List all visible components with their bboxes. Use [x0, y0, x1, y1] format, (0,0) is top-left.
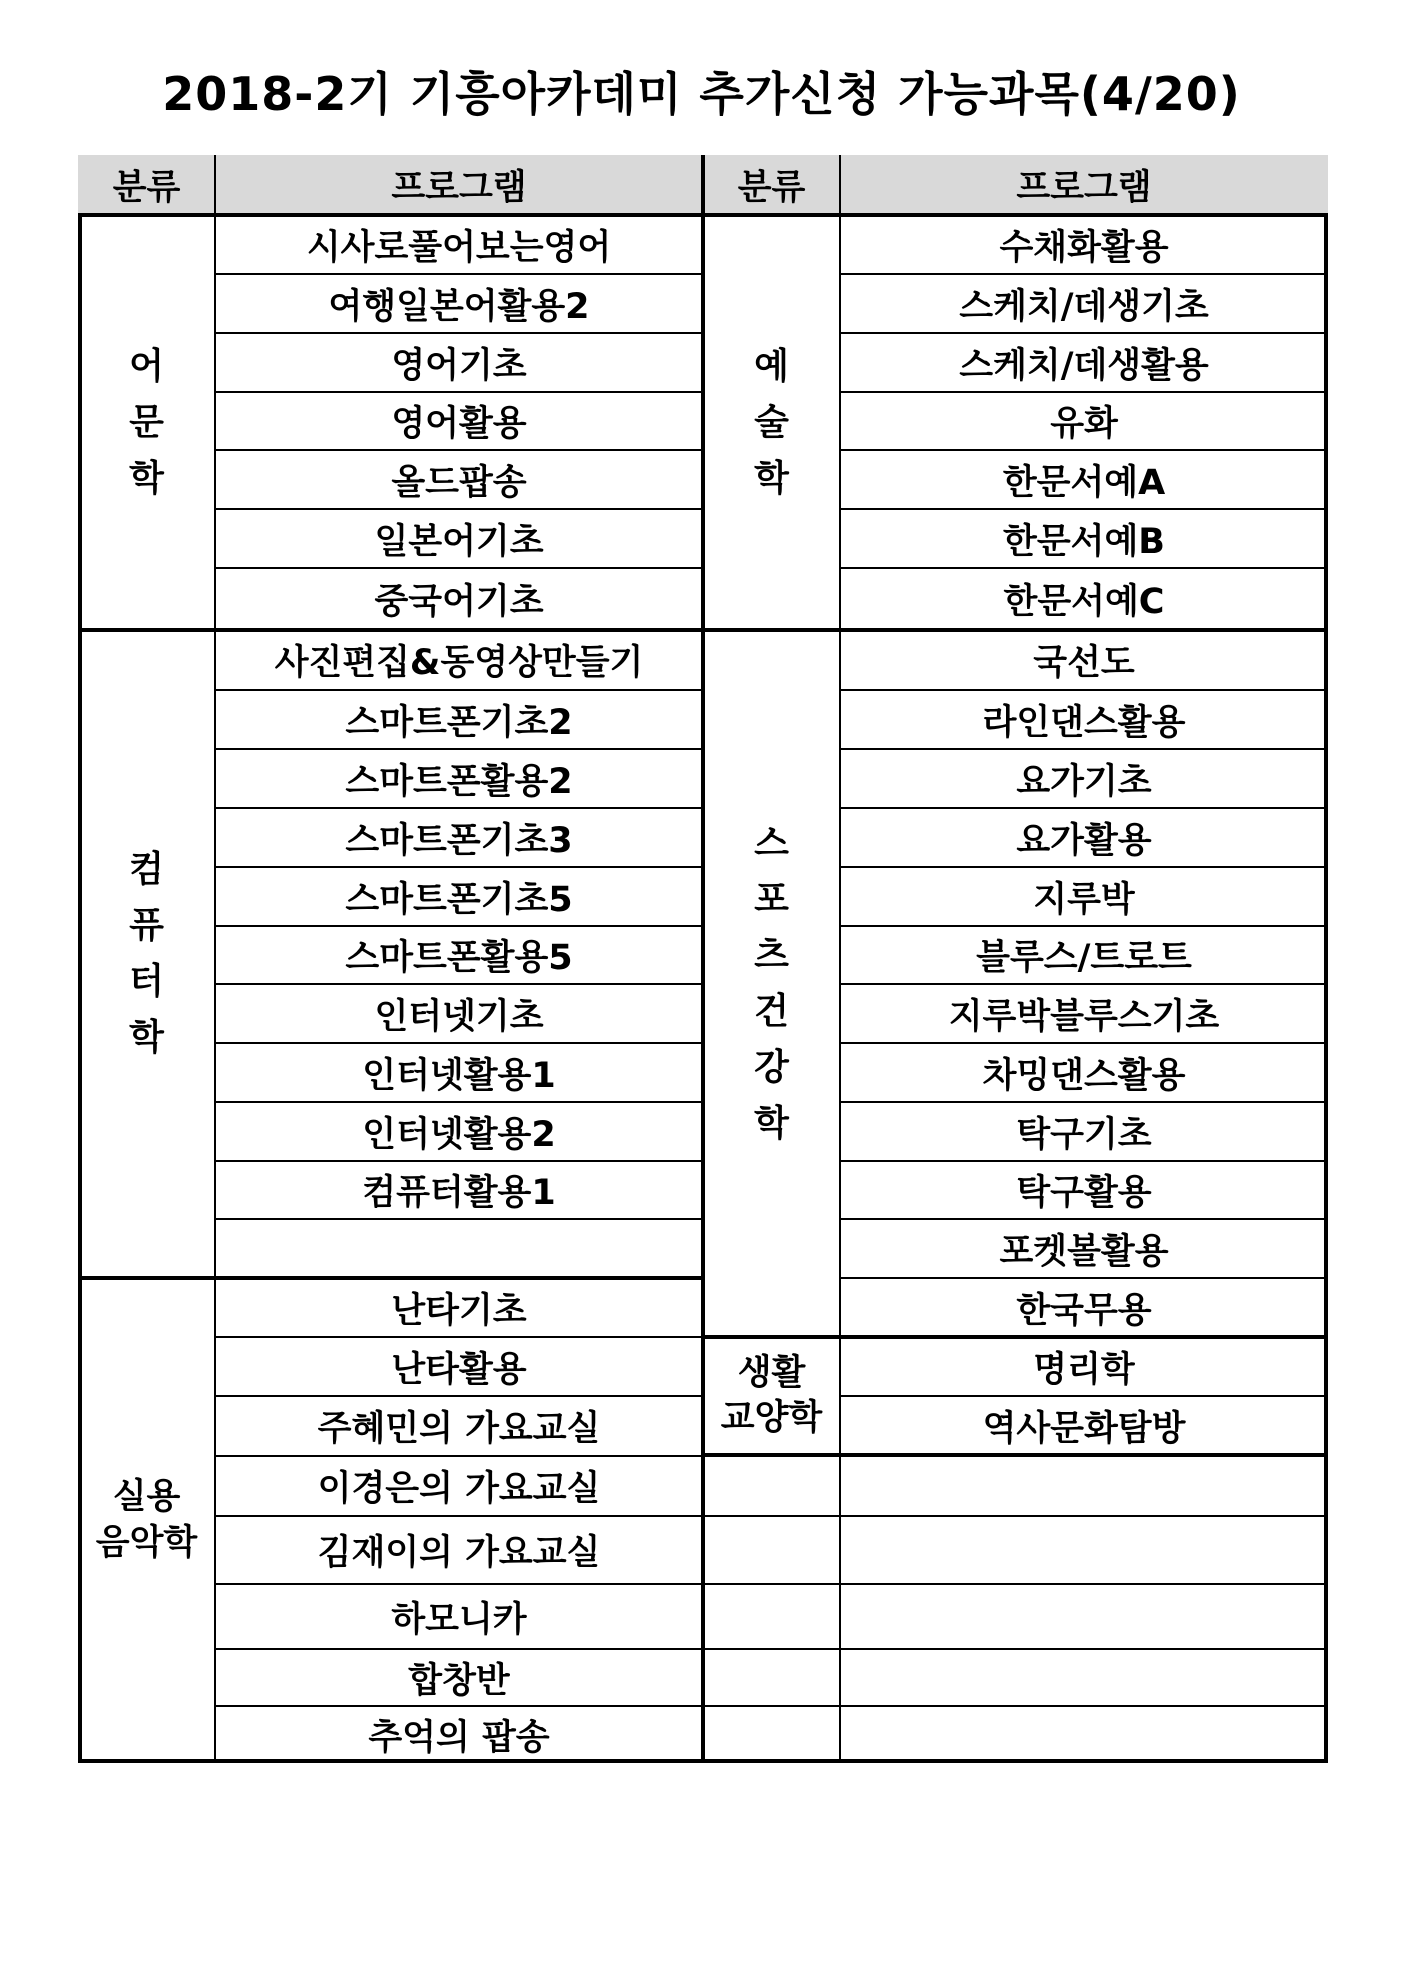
program-cell: 지루박	[1033, 879, 1135, 920]
category-label: 음악학	[95, 1522, 198, 1563]
program-cell: 차밍댄스활용	[982, 1055, 1186, 1096]
category-label-char: 학	[129, 457, 164, 499]
program-cell: 사진편집&동영상만들기	[274, 643, 644, 683]
program-cell: 난타기초	[391, 1290, 527, 1331]
program-cell: 한문서예A	[1002, 462, 1166, 503]
program-cell: 난타활용	[391, 1349, 527, 1390]
empty-program-cell	[215, 1219, 703, 1278]
program-cell: 명리학	[1033, 1349, 1135, 1390]
empty-program-cell	[840, 1455, 1328, 1516]
empty-program-cell	[840, 1706, 1328, 1763]
empty-category-cell	[703, 1455, 840, 1516]
category-cell	[703, 1337, 840, 1455]
program-cell: 인터넷활용1	[362, 1055, 556, 1096]
program-cell: 추억의 팝송	[368, 1717, 550, 1758]
course-table	[78, 155, 1328, 1763]
program-cell: 한문서예C	[1003, 582, 1165, 622]
program-cell: 스마트폰활용5	[345, 938, 573, 978]
program-cell: 시사로풀어보는영어	[306, 227, 612, 268]
category-cell	[703, 630, 840, 1337]
table-rule	[701, 155, 705, 1763]
program-cell: 스마트폰기초3	[345, 820, 573, 861]
category-label-char: 포	[754, 878, 789, 920]
program-cell: 요가기초	[1016, 761, 1152, 802]
empty-category-cell	[703, 1649, 840, 1706]
table-rule	[839, 155, 841, 1763]
category-cell	[78, 1278, 215, 1763]
program-cell: 영어활용	[391, 404, 527, 444]
program-cell: 여행일본어활용2	[328, 286, 590, 327]
table-rule	[703, 628, 1328, 632]
program-cell: 주혜민의 가요교실	[317, 1409, 601, 1449]
header-program-right: 프로그램	[840, 155, 1328, 215]
category-label-char: 터	[129, 961, 164, 1002]
program-cell: 국선도	[1033, 643, 1135, 683]
program-cell: 인터넷활용2	[362, 1114, 556, 1155]
category-cell	[78, 215, 215, 630]
program-cell: 스마트폰활용2	[345, 761, 573, 802]
category-label-char: 퓨	[129, 905, 164, 946]
category-label-char: 건	[754, 990, 789, 1032]
program-cell: 수채화활용	[999, 227, 1169, 268]
empty-program-cell	[840, 1649, 1328, 1706]
program-cell: 라인댄스활용	[982, 702, 1186, 743]
category-label-char: 학	[754, 457, 789, 499]
category-label-char: 술	[754, 401, 789, 443]
empty-program-cell	[840, 1584, 1328, 1649]
header-category-left: 분류	[78, 155, 215, 215]
category-label-char: 문	[129, 401, 164, 443]
empty-category-cell	[703, 1706, 840, 1763]
table-rule	[78, 628, 703, 632]
category-label: 교양학	[720, 1398, 823, 1438]
program-cell: 영어기초	[391, 345, 527, 386]
program-cell: 스케치/데생활용	[959, 345, 1209, 386]
program-cell: 스마트폰기초2	[345, 702, 573, 743]
category-cell	[703, 215, 840, 630]
program-cell: 한국무용	[1016, 1290, 1152, 1331]
program-cell: 중국어기초	[374, 582, 544, 622]
program-cell: 올드팝송	[391, 462, 527, 503]
program-cell: 김재이의 가요교실	[317, 1533, 601, 1573]
program-cell: 블루스/트로트	[976, 938, 1192, 978]
program-cell: 지루박블루스기초	[948, 996, 1220, 1037]
program-cell: 인터넷기초	[374, 996, 544, 1037]
program-cell: 유화	[1050, 404, 1118, 444]
program-cell: 포켓볼활용	[999, 1231, 1169, 1272]
program-cell: 이경은의 가요교실	[317, 1469, 601, 1509]
category-label-char: 학	[129, 1017, 164, 1058]
program-cell: 한문서예B	[1003, 521, 1165, 562]
header-program-left: 프로그램	[215, 155, 703, 215]
category-cell	[78, 630, 215, 1278]
program-cell: 탁구활용	[1016, 1173, 1152, 1213]
category-label-char: 학	[754, 1102, 789, 1144]
category-label-char: 스	[754, 822, 789, 864]
header-category-right: 분류	[703, 155, 840, 215]
program-cell: 요가활용	[1016, 820, 1152, 861]
program-cell: 합창반	[408, 1660, 510, 1701]
empty-category-cell	[703, 1584, 840, 1649]
table-rule	[703, 1453, 1328, 1457]
category-label-char: 어	[129, 345, 164, 387]
program-cell: 컴퓨터활용1	[362, 1173, 556, 1213]
empty-category-cell	[703, 1516, 840, 1584]
category-label: 실용	[112, 1477, 181, 1517]
program-cell: 하모니카	[391, 1599, 527, 1640]
program-cell: 탁구기초	[1016, 1114, 1152, 1155]
page-title: 2018-2기 기흥아카데미 추가신청 가능과목(4/20)	[162, 67, 1241, 121]
category-label-char: 컴	[129, 849, 164, 890]
table-rule	[703, 1335, 1328, 1339]
program-cell: 스마트폰기초5	[345, 879, 573, 920]
program-cell: 역사문화탐방	[982, 1408, 1186, 1449]
empty-program-cell	[840, 1516, 1328, 1584]
program-cell: 스케치/데생기초	[959, 286, 1209, 327]
category-label-char: 츠	[754, 934, 789, 976]
category-label-char: 예	[754, 345, 789, 387]
table-rule	[214, 155, 216, 1763]
category-label: 생활	[737, 1352, 806, 1393]
category-label-char: 강	[754, 1046, 789, 1088]
table-rule	[78, 1276, 703, 1280]
program-cell: 일본어기초	[374, 521, 544, 562]
